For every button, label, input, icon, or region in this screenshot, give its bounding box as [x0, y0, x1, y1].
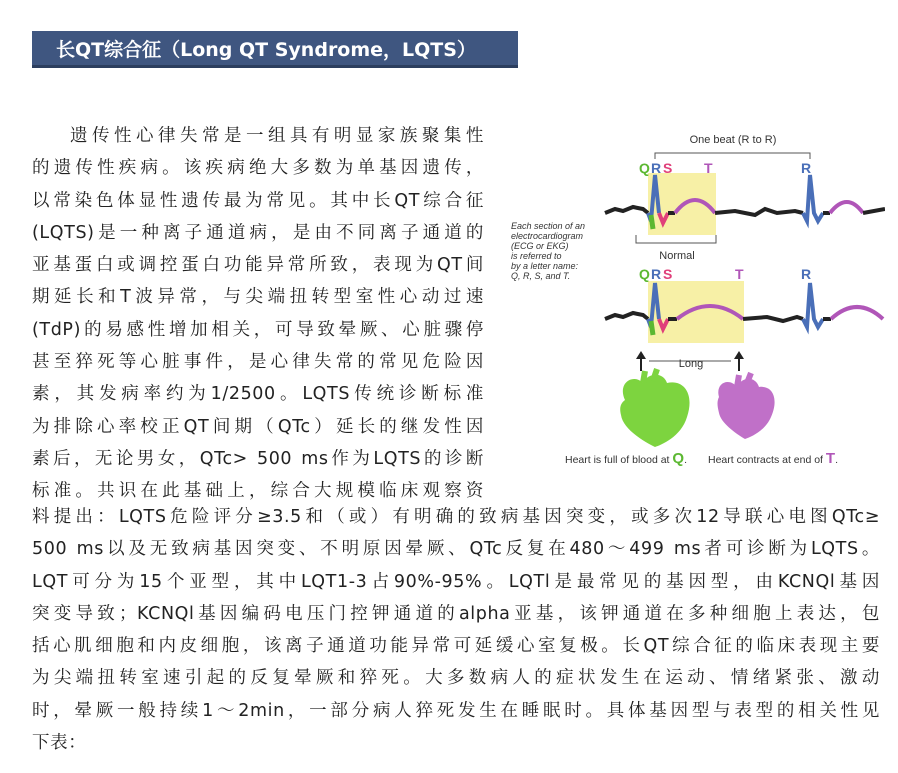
paragraph-line: (TdP)的易感性增加相关，可导致晕厥、心脏骤停 [32, 319, 484, 340]
paragraph-line: LQT可分为15个亚型，其中LQT1-3占90%-95%。LQTl是最常见的基因型，由KCNQl基因 [32, 571, 880, 592]
paragraph-line: 期延长和T波异常，与尖端扭转型室性心动过速 [32, 287, 484, 308]
caption-line: Each section of an [511, 221, 586, 231]
normal-q-label: Q [639, 160, 650, 176]
green-heart-icon [620, 369, 689, 447]
caption-line: by a letter name: [511, 261, 579, 271]
caption-line: Q, R, S, and T. [511, 271, 571, 281]
bottom-t-letter: T [825, 450, 836, 467]
ecg-caption [511, 221, 585, 281]
paragraph-line: 素后，无论男女，QTc> 500 ms作为LQTS的诊断 [32, 448, 484, 469]
paragraph-line: 时，晕厥一般持续1～2min，一部分病人猝死发生在睡眠时。具体基因型与表型的相关性见 [32, 700, 880, 721]
bottom-caption-2: Heart contracts at end of [708, 454, 823, 466]
bottom-caption-t: Heart contracts at end of T. [708, 450, 838, 467]
paragraph-line: 为排除心率校正QT间期（QTc）延长的继发性因 [32, 416, 484, 437]
caption-line: (ECG or EKG) [511, 241, 569, 251]
paragraph-line: 的遗传性疾病。该疾病绝大多数为单基因遗传， [32, 158, 484, 179]
paragraph-line: 亚基蛋白或调控蛋白功能异常所致，表现为QT间 [32, 255, 484, 276]
normal-s-label: S [663, 160, 673, 176]
paragraph-line: 遗传性心律失常是一组具有明显家族聚集性 [70, 126, 484, 146]
paragraph-line: 突变导致；KCNQl基因编码电压门控钾通道的alpha亚基，该钾通道在多种细胞上表达，包 [32, 603, 880, 624]
normal-t-label: T [704, 160, 713, 176]
purple-heart-icon [718, 373, 775, 439]
paragraph-line: 素，其发病率约为1/2500。LQTS传统诊断标准 [32, 384, 484, 405]
section-title [32, 31, 518, 68]
paragraph-line: 料提出：LQTS危险评分≥3.5和（或）有明确的致病基因突变，或多次12导联心电图QTc≥ [32, 507, 880, 527]
intro-paragraph [32, 120, 484, 508]
section-title-text: 长QT综合征（Long QT Syndrome，LQTS） [56, 38, 476, 61]
paragraph-line: 标准。共识在此基础上，综合大规模临床观察资 [32, 481, 484, 502]
normal-r-label: R [651, 160, 662, 176]
bottom-q-letter: Q [672, 450, 685, 467]
ecg-figure [505, 125, 885, 485]
one-beat-bracket [655, 153, 810, 159]
paragraph-line: 甚至猝死等心脏事件，是心律失常的常见危险因 [32, 352, 484, 373]
long-q-label: Q [639, 266, 650, 282]
long-s-label: S [663, 266, 673, 282]
paragraph-line: 下表： [32, 733, 87, 754]
normal-ecg-trace [605, 175, 885, 229]
long-t-label: T [735, 266, 744, 282]
long-label: Long [678, 358, 704, 370]
normal-r2-label: R [801, 160, 812, 176]
normal-bracket [636, 235, 716, 243]
paragraph-line: 500 ms以及无致病基因突变、不明原因晕厥、QTc反复在480～499 ms者可诊断为LQTS。 [32, 539, 880, 560]
bottom-caption-q: Heart is full of blood at Q. [565, 450, 687, 467]
paragraph-line: 括心肌细胞和内皮细胞，该离子通道功能异常可延缓心室复极。长QT综合征的临床表现主要 [32, 636, 880, 657]
long-r-label: R [651, 266, 662, 282]
bottom-caption-1: Heart is full of blood at [565, 454, 670, 466]
paragraph-line: (LQTS)是一种离子通道病，是由不同离子通道的 [32, 222, 484, 243]
paragraph-line: 为尖端扭转室速引起的反复晕厥和猝死。大多数病人的症状发生在运动、情绪紧张、激动 [32, 668, 880, 689]
one-beat-label: One beat (R to R) [689, 134, 777, 146]
continued-paragraph [32, 501, 880, 759]
normal-label: Normal [659, 250, 695, 262]
caption-line: is referred to [511, 251, 562, 261]
long-r2-label: R [801, 266, 812, 282]
paragraph-line: 以常染色体显性遗传最为常见。其中长QT综合征 [32, 190, 484, 211]
caption-line: electrocardiogram [511, 231, 584, 241]
